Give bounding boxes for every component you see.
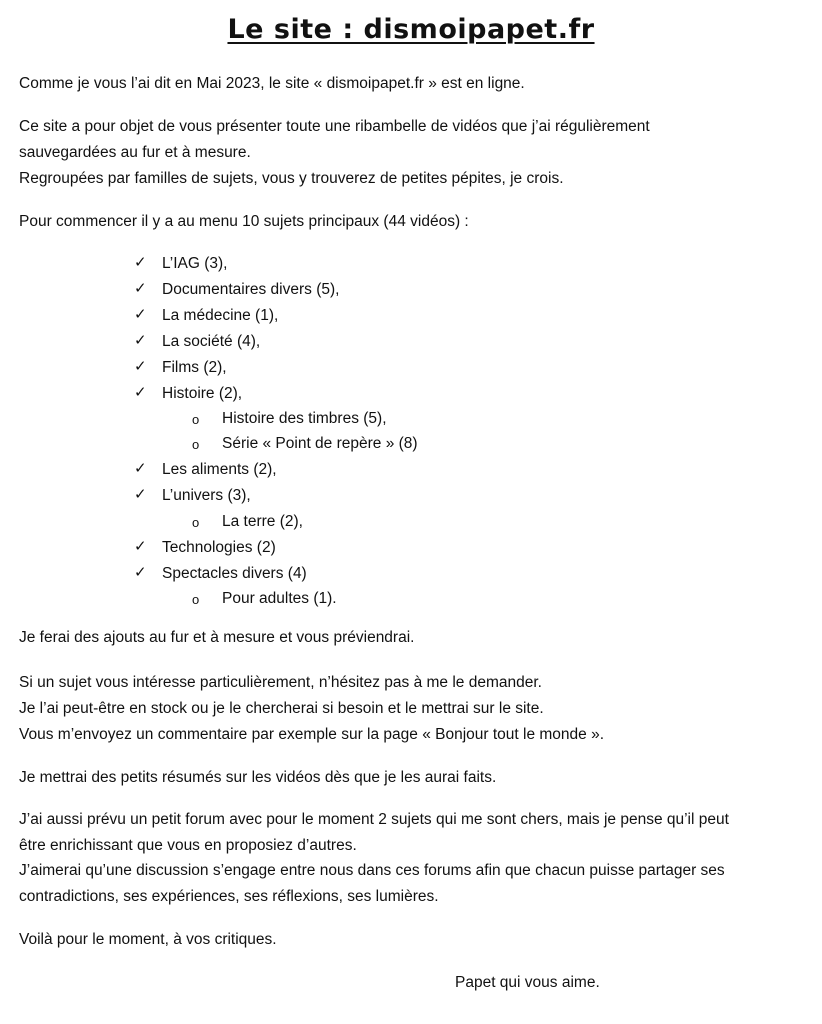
paragraph-requests-line3: Vous m’envoyez un commentaire par exemple sur la page « Bonjour tout le monde ». xyxy=(19,726,605,743)
circle-bullet-icon: o xyxy=(192,592,200,607)
paragraph-closing: Voilà pour le moment, à vos critiques. xyxy=(19,931,277,948)
check-mark-icon: ✓ xyxy=(134,538,147,555)
signature: Papet qui vous aime. xyxy=(455,974,600,991)
circle-bullet-icon: o xyxy=(192,412,200,427)
paragraph-forum-line4: contradictions, ses expériences, ses réflexions, ses lumières. xyxy=(19,888,439,905)
list-subitem: Histoire des timbres (5), xyxy=(222,410,387,427)
check-mark-icon: ✓ xyxy=(134,254,147,271)
list-item: Spectacles divers (4) xyxy=(162,565,307,582)
page-title: Le site : dismoipapet.fr xyxy=(227,14,595,45)
check-mark-icon: ✓ xyxy=(134,564,147,581)
circle-bullet-icon: o xyxy=(192,437,200,452)
paragraph-updates: Je ferai des ajouts au fur et à mesure et vous préviendrai. xyxy=(19,629,415,646)
paragraph-forum-line2: être enrichissant que vous en proposiez d’autres. xyxy=(19,837,357,854)
list-subitem: La terre (2), xyxy=(222,513,303,530)
list-subitem: Série « Point de repère » (8) xyxy=(222,435,418,452)
check-mark-icon: ✓ xyxy=(134,306,147,323)
check-mark-icon: ✓ xyxy=(134,486,147,503)
list-item: Documentaires divers (5), xyxy=(162,281,340,298)
list-item: L’univers (3), xyxy=(162,487,251,504)
check-mark-icon: ✓ xyxy=(134,332,147,349)
check-mark-icon: ✓ xyxy=(134,384,147,401)
list-item: Les aliments (2), xyxy=(162,461,277,478)
paragraph-purpose-line2: sauvegardées au fur et à mesure. xyxy=(19,144,251,161)
paragraph-requests-line1: Si un sujet vous intéresse particulièrement, n’hésitez pas à me le demander. xyxy=(19,674,542,691)
paragraph-summaries: Je mettrai des petits résumés sur les vidéos dès que je les aurai faits. xyxy=(19,769,497,786)
list-item: Films (2), xyxy=(162,359,227,376)
circle-bullet-icon: o xyxy=(192,515,200,530)
paragraph-purpose-line3: Regroupées par familles de sujets, vous y trouverez de petites pépites, je crois. xyxy=(19,170,564,187)
paragraph-forum-line3: J’aimerai qu’une discussion s’engage entre nous dans ces forums afin que chacun puisse partager ses xyxy=(19,862,725,879)
check-mark-icon: ✓ xyxy=(134,460,147,477)
paragraph-forum-line1: J’ai aussi prévu un petit forum avec pour le moment 2 sujets qui me sont chers, mais je pense qu’il peut xyxy=(19,811,729,828)
paragraph-list-intro: Pour commencer il y a au menu 10 sujets principaux (44 vidéos) : xyxy=(19,213,469,230)
paragraph-purpose-line1: Ce site a pour objet de vous présenter toute une ribambelle de vidéos que j’ai régulièrement xyxy=(19,118,650,135)
check-mark-icon: ✓ xyxy=(134,358,147,375)
paragraph-intro: Comme je vous l’ai dit en Mai 2023, le site « dismoipapet.fr » est en ligne. xyxy=(19,75,525,92)
list-item: La société (4), xyxy=(162,333,261,350)
paragraph-requests-line2: Je l’ai peut-être en stock ou je le chercherai si besoin et le mettrai sur le site. xyxy=(19,700,544,717)
list-subitem: Pour adultes (1). xyxy=(222,590,337,607)
list-item: L’IAG (3), xyxy=(162,255,228,272)
list-item: La médecine (1), xyxy=(162,307,279,324)
list-item: Histoire (2), xyxy=(162,385,243,402)
check-mark-icon: ✓ xyxy=(134,280,147,297)
list-item: Technologies (2) xyxy=(162,539,276,556)
